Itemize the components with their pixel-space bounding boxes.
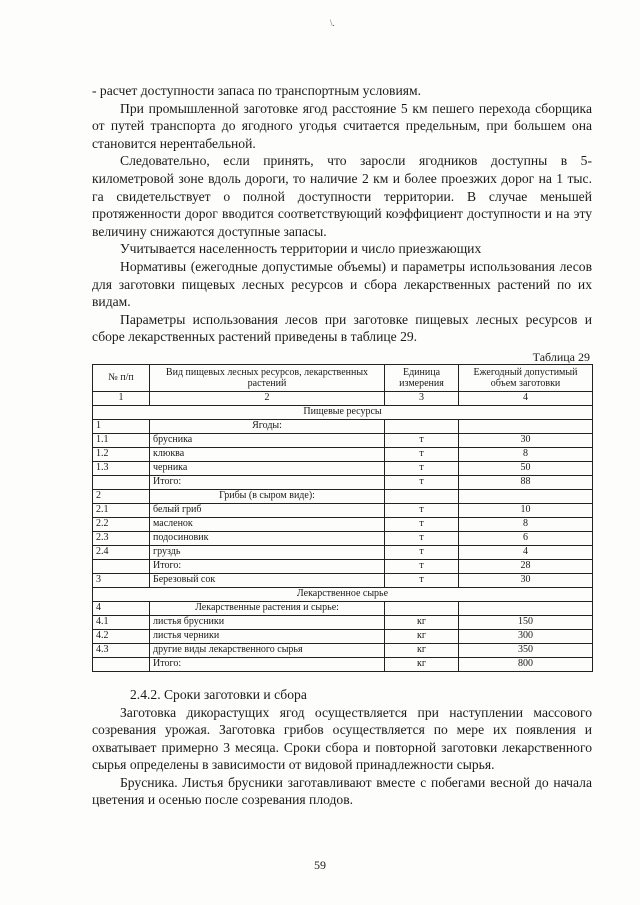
resource-name: листья черники — [150, 629, 385, 643]
volume-cell: 50 — [459, 461, 593, 475]
unit-cell: т — [385, 475, 459, 489]
resource-name: Березовый сок — [150, 573, 385, 587]
unit-cell — [385, 489, 459, 503]
resource-name: белый гриб — [150, 503, 385, 517]
volume-cell — [459, 489, 593, 503]
resource-name: брусника — [150, 433, 385, 447]
section-row — [93, 405, 593, 419]
volume-cell — [459, 601, 593, 615]
row-number: 2.1 — [93, 503, 150, 517]
table-row — [93, 629, 593, 643]
row-number — [93, 475, 150, 489]
volume-cell: 88 — [459, 475, 593, 489]
unit-cell: т — [385, 545, 459, 559]
unit-cell: кг — [385, 615, 459, 629]
resource-name: Лекарственные растения и сырье: — [150, 601, 385, 615]
column-number: 2 — [150, 391, 385, 405]
unit-cell — [385, 419, 459, 433]
column-number: 4 — [459, 391, 593, 405]
scan-mark: \. — [330, 18, 335, 28]
table-row — [93, 517, 593, 531]
volume-cell: 30 — [459, 433, 593, 447]
unit-cell: т — [385, 573, 459, 587]
table-row — [93, 419, 593, 433]
resource-name: черника — [150, 461, 385, 475]
column-number: 3 — [385, 391, 459, 405]
unit-cell: кг — [385, 629, 459, 643]
volume-cell: 28 — [459, 559, 593, 573]
volume-cell: 350 — [459, 643, 593, 657]
paragraph: Брусника. Листья брусники заготавливают вместе с побегами весной до начала цветения и осенью после созревания плодов. — [92, 774, 592, 808]
unit-cell: т — [385, 503, 459, 517]
row-number: 1 — [93, 419, 150, 433]
resource-name: другие виды лекарственного сырья — [150, 643, 385, 657]
row-number: 2 — [93, 489, 150, 503]
row-number: 4.2 — [93, 629, 150, 643]
volume-cell: 150 — [459, 615, 593, 629]
resource-name: груздь — [150, 545, 385, 559]
row-number — [93, 657, 150, 671]
unit-cell: т — [385, 447, 459, 461]
header-cell: Единица измерения — [385, 364, 459, 391]
table-row — [93, 643, 593, 657]
paragraph: При промышленной заготовке ягод расстояние 5 км пешего перехода сборщика от путей транспорта до ягодного угодья считается предельным, при большем она становится нерентабельной. — [92, 100, 592, 151]
header-cell: Вид пищевых лесных ресурсов, лекарственных растений — [150, 364, 385, 391]
resource-name: клюква — [150, 447, 385, 461]
document-body — [92, 82, 592, 809]
table-row — [93, 573, 593, 587]
paragraph: Следовательно, если принять, что заросли ягодников доступны в 5-километровой зоне вдоль дороги, то наличие 2 км и более проезжих дорог на 1 тыс. га свидетельствует о полной доступности территории. В случае меньшей протяженности дорог вводится соответствующий коэффициент доступности и на эту величину снижаются доступные запасы. — [92, 153, 592, 239]
resource-name: листья брусники — [150, 615, 385, 629]
section-title: Пищевые ресурсы — [93, 405, 593, 419]
unit-cell: т — [385, 531, 459, 545]
volume-cell: 30 — [459, 573, 593, 587]
unit-cell: кг — [385, 657, 459, 671]
table-row — [93, 615, 593, 629]
section-title: Лекарственное сырье — [93, 587, 593, 601]
volume-cell: 10 — [459, 503, 593, 517]
column-number-row — [93, 391, 593, 405]
row-number: 2.4 — [93, 545, 150, 559]
table-row — [93, 475, 593, 489]
row-number: 4.3 — [93, 643, 150, 657]
paragraph: Заготовка дикорастущих ягод осуществляется при наступлении массового созревания урожая. Заготовка грибов осуществляется по мере их появления и охватывает примерно 3 месяца. Сроки сбора и повторной заготовки лекарственного сырья определены в зависимости от видовой принадлежности сырья. — [92, 704, 592, 773]
resource-name: Ягоды: — [150, 419, 385, 433]
table-row — [93, 657, 593, 671]
row-number: 4 — [93, 601, 150, 615]
volume-cell — [459, 419, 593, 433]
table-row — [93, 545, 593, 559]
row-number: 1.3 — [93, 461, 150, 475]
table-row — [93, 503, 593, 517]
unit-cell: т — [385, 559, 459, 573]
resources-table — [92, 364, 593, 672]
table-body — [93, 405, 593, 671]
volume-cell: 4 — [459, 545, 593, 559]
table-row — [93, 531, 593, 545]
resource-name: масленок — [150, 517, 385, 531]
page-number: 59 — [314, 858, 326, 872]
table-header-row — [93, 364, 593, 391]
row-number — [93, 559, 150, 573]
section-heading: 2.4.2. Сроки заготовки и сбора — [130, 686, 307, 702]
volume-cell: 8 — [459, 517, 593, 531]
volume-cell: 300 — [459, 629, 593, 643]
table-row — [93, 461, 593, 475]
row-number: 1.1 — [93, 433, 150, 447]
resource-name: подосиновик — [150, 531, 385, 545]
unit-cell — [385, 601, 459, 615]
row-number: 3 — [93, 573, 150, 587]
resource-name: Итого: — [150, 657, 385, 671]
paragraph: - расчет доступности запаса по транспортным условиям. — [92, 83, 421, 98]
volume-cell: 8 — [459, 447, 593, 461]
table-row — [93, 559, 593, 573]
volume-cell: 6 — [459, 531, 593, 545]
paragraph: Параметры использования лесов при заготовке пищевых лесных ресурсов и сборе лекарственных растений приведены в таблице 29. — [92, 311, 592, 345]
row-number: 1.2 — [93, 447, 150, 461]
paragraph: Учитывается населенность территории и число приезжающих — [120, 241, 482, 257]
resource-name: Итого: — [150, 559, 385, 573]
table-caption: Таблица 29 — [532, 349, 590, 364]
header-cell: № п/п — [93, 364, 150, 391]
unit-cell: т — [385, 433, 459, 447]
table-row — [93, 601, 593, 615]
unit-cell: т — [385, 517, 459, 531]
paragraph: Нормативы (ежегодные допустимые объемы) и параметры использования лесов для заготовки пищевых лесных ресурсов и сбора лекарственных растений по их видам. — [92, 258, 592, 310]
table-row — [93, 447, 593, 461]
column-number: 1 — [93, 391, 150, 405]
table-row — [93, 489, 593, 503]
section-row — [93, 587, 593, 601]
header-cell: Ежегодный допустимый объем заготовки — [459, 364, 593, 391]
unit-cell: кг — [385, 643, 459, 657]
resource-name: Грибы (в сыром виде): — [150, 489, 385, 503]
volume-cell: 800 — [459, 657, 593, 671]
resource-name: Итого: — [150, 475, 385, 489]
row-number: 4.1 — [93, 615, 150, 629]
row-number: 2.3 — [93, 531, 150, 545]
row-number: 2.2 — [93, 517, 150, 531]
unit-cell: т — [385, 461, 459, 475]
table-row — [93, 433, 593, 447]
